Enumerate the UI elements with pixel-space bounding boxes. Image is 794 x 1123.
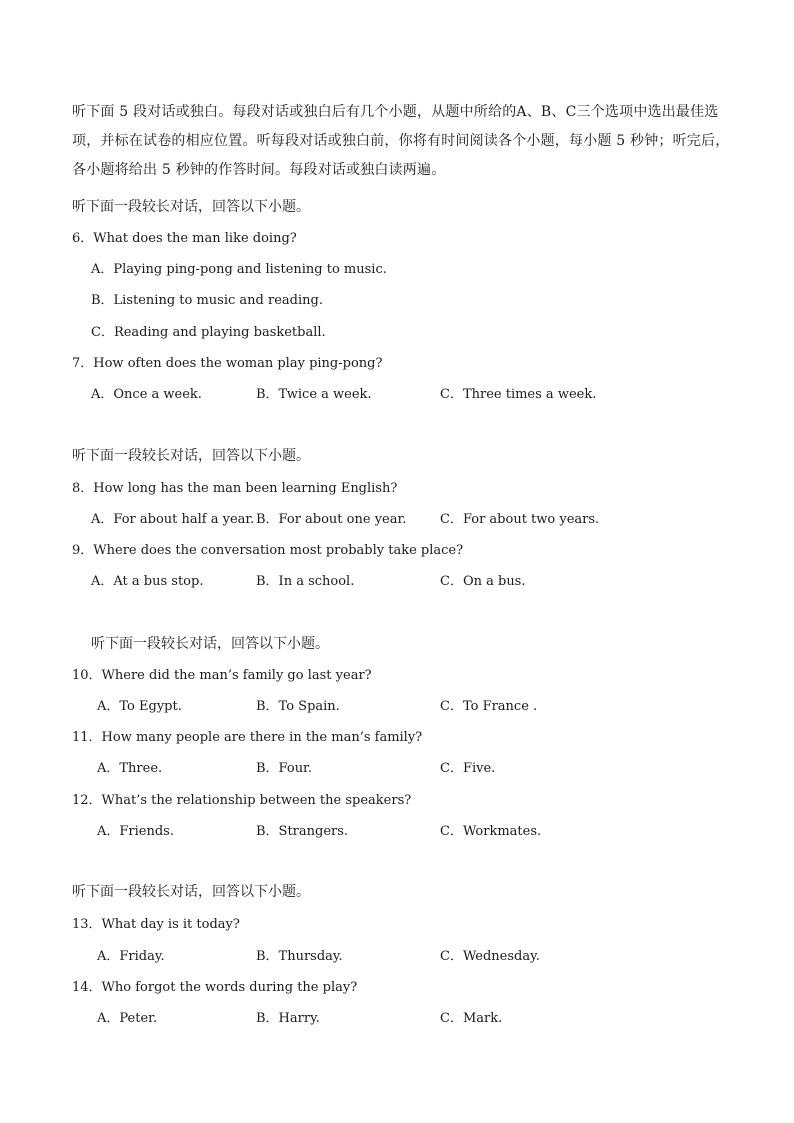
question-14: 14．Who forgot the words during the play?: [72, 980, 358, 995]
section-heading: 听下面一段较长对话，回答以下小题。: [91, 636, 329, 652]
question-10: 10．Where did the man’s family go last year?: [72, 668, 372, 683]
question-10-option-b: B．To Spain.: [256, 699, 340, 714]
question-11: 11．How many people are there in the man’s family?: [72, 730, 423, 745]
question-7-option-a: A．Once a week.: [91, 387, 202, 402]
question-9-option-b: B．In a school.: [256, 574, 355, 589]
question-6-option-b: B．Listening to music and reading.: [91, 293, 323, 308]
question-10-option-a: A．To Egypt.: [97, 699, 182, 714]
question-9-option-c: C．On a bus.: [440, 574, 526, 589]
question-11-option-b: B．Four.: [256, 761, 312, 776]
question-12-option-a: A．Friends.: [97, 824, 174, 839]
question-11-option-a: A．Three.: [97, 761, 163, 776]
question-6-option-c: C．Reading and playing basketball.: [91, 325, 326, 340]
question-8-option-c: C．For about two years.: [440, 512, 600, 527]
question-13-option-a: A．Friday.: [97, 949, 165, 964]
section-heading: 听下面一段较长对话，回答以下小题。: [72, 448, 310, 464]
question-13-option-b: B．Thursday.: [256, 949, 343, 964]
question-7: 7．How often does the woman play ping-pong?: [72, 356, 383, 371]
question-6-option-a: A．Playing ping-pong and listening to music.: [91, 262, 387, 277]
question-7-option-c: C．Three times a week.: [440, 387, 597, 402]
question-13: 13．What day is it today?: [72, 917, 240, 932]
question-8: 8．How long has the man been learning English?: [72, 481, 398, 496]
question-9-option-a: A．At a bus stop.: [91, 574, 204, 589]
listening-instructions: 听下面 5 段对话或独白。每段对话或独白后有几个小题，从题中所给的A、B、C三个选项中选出最佳选项，并标在试卷的相应位置。听每段对话或独白前，你将有时间阅读各个小题，每小题 5 秒钟；听完后，各小题将给出 5 秒钟的作答时间。每段对话或独白读两遍。: [72, 104, 730, 178]
question-13-option-c: C．Wednesday.: [440, 949, 540, 964]
question-10-option-c: C．To France .: [440, 699, 538, 714]
section-heading: 听下面一段较长对话，回答以下小题。: [72, 884, 310, 900]
question-8-option-b: B．For about one year.: [256, 512, 407, 527]
question-9: 9．Where does the conversation most probably take place?: [72, 543, 464, 558]
question-12-option-b: B．Strangers.: [256, 824, 349, 839]
question-11-option-c: C．Five.: [440, 761, 496, 776]
section-heading: 听下面一段较长对话，回答以下小题。: [72, 199, 310, 215]
question-7-option-b: B．Twice a week.: [256, 387, 372, 402]
question-14-option-b: B．Harry.: [256, 1011, 320, 1026]
question-14-option-c: C．Mark.: [440, 1011, 503, 1026]
question-8-option-a: A．For about half a year.: [91, 512, 255, 527]
question-12-option-c: C．Workmates.: [440, 824, 542, 839]
question-12: 12．What’s the relationship between the speakers?: [72, 793, 412, 808]
question-6: 6．What does the man like doing?: [72, 231, 297, 246]
question-14-option-a: A．Peter.: [97, 1011, 158, 1026]
